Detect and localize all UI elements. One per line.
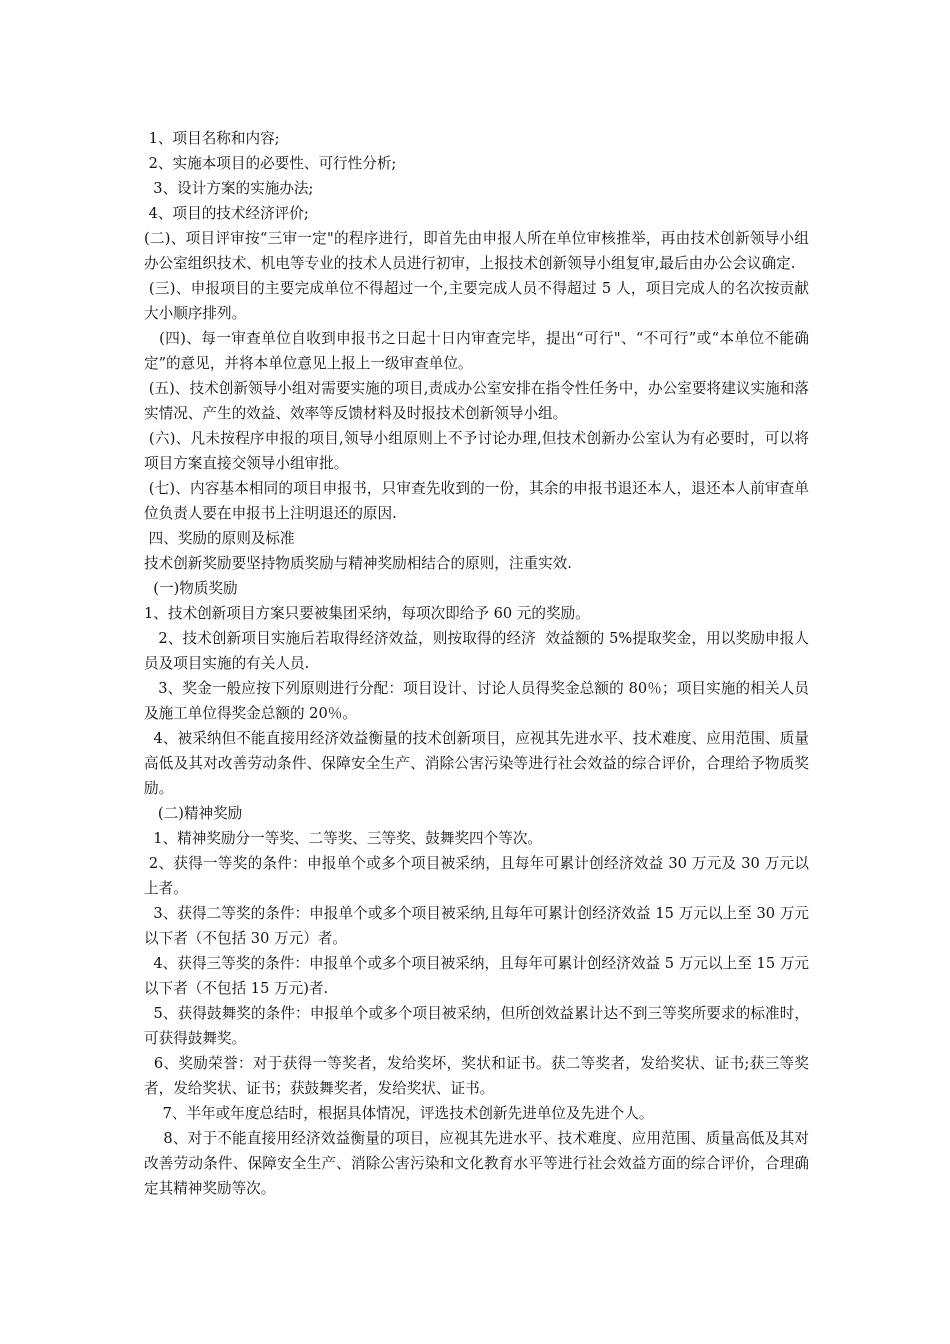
material-reward-4: 4、被采纳但不能直接用经济效益衡量的技术创新项目，应视其先进水平、技术难度、应用范围、质量高低及其对改善劳动条件、保障安全生产、消除公害污染等进行社会效益的综合评价，合理给予物质奖励。 [144, 730, 809, 797]
material-reward-2: 2、技术创新项目实施后若取得经济效益，则按取得的经济 效益额的 5%提取奖金，用以奖励申报人员及项目实施的有关人员. [144, 630, 810, 672]
document-body [144, 126, 809, 1201]
reward-principle-statement: 技术创新奖励要坚持物质奖励与精神奖励相结合的原则，注重实效. [144, 555, 572, 572]
spiritual-reward-6: 6、奖励荣誉：对于获得一等奖者，发给奖坏，奖状和证书。获二等奖者，发给奖状、证书;获三等奖者，发给奖状、证书；获鼓舞奖者，发给奖状、证书。 [144, 1055, 809, 1097]
material-reward-1: 1、技术创新项目方案只要被集团采纳，每项次即给予 60 元的奖励。 [144, 605, 590, 622]
spiritual-reward-7: 7、半年或年度总结时，根据具体情况，评选技术创新先进单位及先进个人。 [144, 1105, 654, 1122]
section-6-unprocessed-projects: (六)、凡未按程序申报的项目,领导小组原则上不予讨论办理,但技术创新办公室认为有必要时，可以将项目方案直接交领导小组审批。 [144, 430, 810, 472]
item-3-design-implementation: 3、设计方案的实施办法; [144, 180, 314, 197]
spiritual-reward-8: 8、对于不能直接用经济效益衡量的项目，应视其先进水平、技术难度、应用范围、质量高低及其对改善劳动条件、保障安全生产、消除公害污染和文化教育水平等进行社会效益方面的综合评价，合理确定其精神奖励等次。 [144, 1130, 809, 1197]
section-2-review-procedure: (二)、项目评审按“三审一定"的程序进行，即首先由申报人所在单位审核推举，再由技术创新领导小组办公室组织技术、机电等专业的技术人员进行初审，上报技术创新领导小组复审,最后由办公会议确定. [144, 230, 809, 272]
spiritual-reward-2: 2、获得一等奖的条件：申报单个或多个项目被采纳，且每年可累计创经济效益 30 万元及 30 万元以上者。 [144, 855, 810, 897]
spiritual-reward-1: 1、精神奖励分一等奖、二等奖、三等奖、鼓舞奖四个等次。 [144, 830, 543, 847]
section-3-completion-units: (三)、申报项目的主要完成单位不得超过一个,主要完成人员不得超过 5 人，项目完成人的名次按贡献大小顺序排列。 [144, 280, 810, 322]
section-4-review-deadline: (四)、每一审查单位自收到申报书之日起十日内审查完毕，提出“可行"、“不可行”或“本单位不能确定”的意见，并将本单位意见上报上一级审查单位。 [144, 330, 809, 372]
item-1-project-name: 1、项目名称和内容; [144, 130, 280, 147]
heading-reward-principles: 四、奖励的原则及标准 [144, 530, 295, 547]
material-reward-3: 3、奖金一般应按下列原则进行分配：项目设计、讨论人员得奖金总额的 80％；项目实施的相关人员及施工单位得奖金总额的 20％。 [144, 680, 809, 722]
item-2-necessity-analysis: 2、实施本项目的必要性、可行性分析; [144, 155, 397, 172]
spiritual-reward-3: 3、获得二等奖的条件：申报单个或多个项目被采纳,且每年可累计创经济效益 15 万元以上至 30 万元以下者（不包括 30 万元）者。 [144, 905, 810, 947]
heading-spiritual-rewards: (二)精神奖励 [144, 805, 243, 822]
section-7-duplicate-applications: (七)、内容基本相同的项目申报书，只审查先收到的一份，其余的申报书退还本人，退还本人前审查单位负责人要在申报书上注明退还的原因. [144, 480, 809, 522]
section-5-implementation-feedback: (五)、技术创新领导小组对需要实施的项目,责成办公室安排在指令性任务中，办公室要将建议实施和落实情况、产生的效益、效率等反馈材料及时报技术创新领导小组。 [144, 380, 809, 422]
spiritual-reward-5: 5、获得鼓舞奖的条件：申报单个或多个项目被采纳，但所创效益累计达不到三等奖所要求的标准时，可获得鼓舞奖。 [144, 1005, 809, 1047]
item-4-technical-evaluation: 4、项目的技术经济评价; [144, 205, 309, 222]
heading-material-rewards: (一)物质奖励 [144, 580, 238, 597]
spiritual-reward-4: 4、获得三等奖的条件：申报单个或多个项目被采纳，且每年可累计创经济效益 5 万元以上至 15 万元以下者（不包括 15 万元)者. [144, 955, 810, 997]
